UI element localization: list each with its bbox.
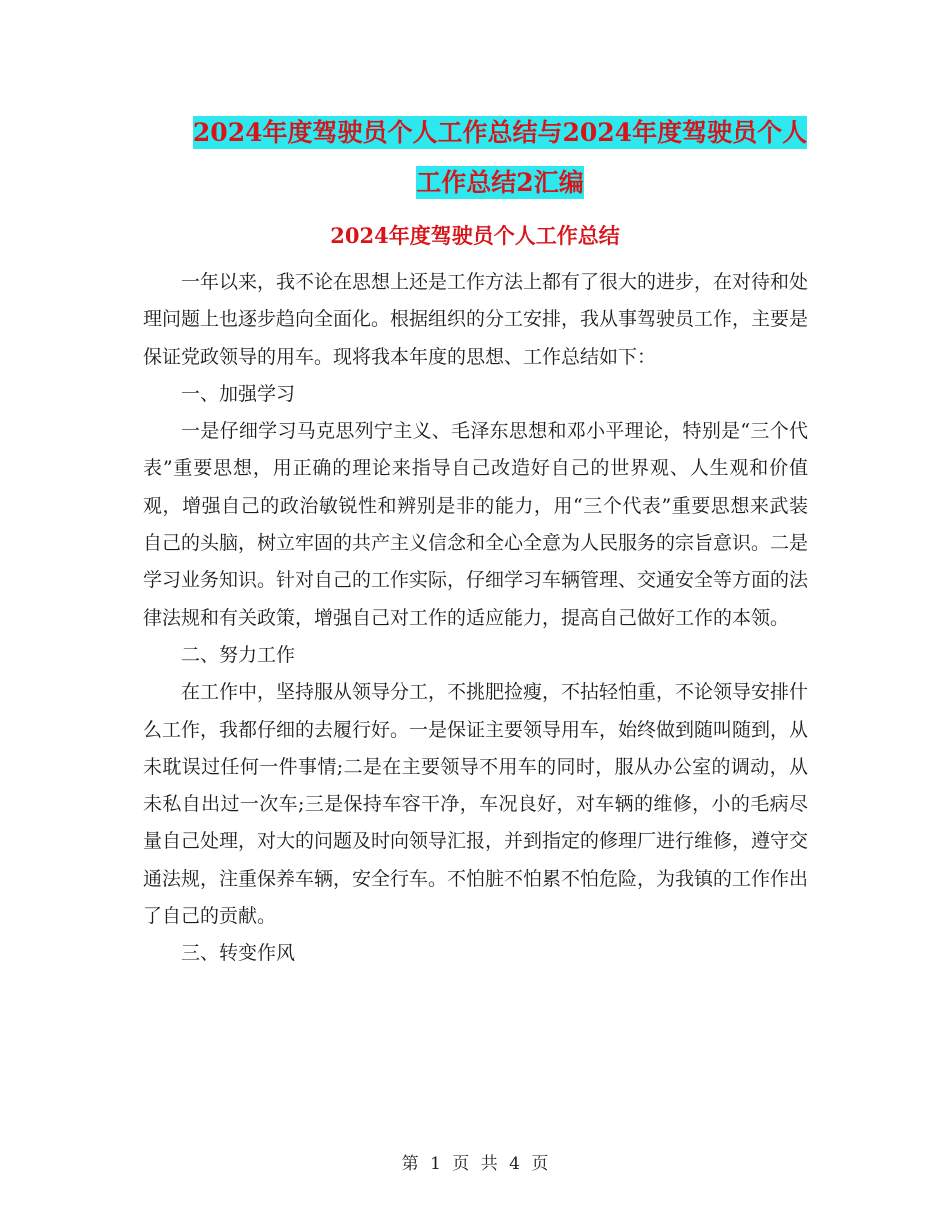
document-title-line-1: 2024年度驾驶员个人工作总结与2024年度驾驶员个人 bbox=[192, 118, 808, 147]
heading-strengthen-study: 一、加强学习 bbox=[181, 382, 296, 405]
section-title: 2024年度驾驶员个人工作总结 bbox=[330, 223, 620, 248]
paragraph-study: 一是仔细学习马克思列宁主义、毛泽东思想和邓小平理论，特别是“三个代表”重要思想，用正确的理论来指导自己改造好自己的世界观、人生观和价值观，增强自己的政治敏锐性和辨别是非的能力，用“三个代表”重要思想来武装自己的头脑，树立牢固的共产主义信念和全心全意为人民服务的宗旨意识。二是学习业务知识。针对自己的工作实际，仔细学习车辆管理、交通安全等方面的法律法规和有关政策，增强自己对工作的适应能力，提高自己做好工作的本领。 bbox=[143, 420, 809, 629]
document-title-line-2: 工作总结2汇编 bbox=[416, 168, 584, 197]
heading-change-style: 三、转变作风 bbox=[181, 942, 296, 965]
heading-work-hard: 二、努力工作 bbox=[181, 643, 296, 666]
document-title bbox=[140, 108, 860, 208]
page-footer: 第 1 页 共 4 页 bbox=[401, 1154, 549, 1174]
paragraph-work: 在工作中，坚持服从领导分工，不挑肥捡瘦，不拈轻怕重，不论领导安排什么工作，我都仔细的去履行好。一是保证主要领导用车，始终做到随叫随到，从未耽误过任何一件事情;二是在主要领导不用车的同时，服从办公室的调动，从未私自出过一次车;三是保持车容干净，车况良好，对车辆的维修，小的毛病尽量自己处理，对大的问题及时向领导汇报，并到指定的修理厂进行维修，遵守交通法规，注重保养车辆，安全行车。不怕脏不怕累不怕危险，为我镇的工作作出了自己的贡献。 bbox=[143, 681, 809, 928]
paragraph-intro: 一年以来，我不论在思想上还是工作方法上都有了很大的进步，在对待和处理问题上也逐步趋向全面化。根据组织的分工安排，我从事驾驶员工作，主要是保证党政领导的用车。现将我本年度的思想、工作总结如下： bbox=[143, 271, 809, 368]
document-body bbox=[143, 264, 808, 973]
